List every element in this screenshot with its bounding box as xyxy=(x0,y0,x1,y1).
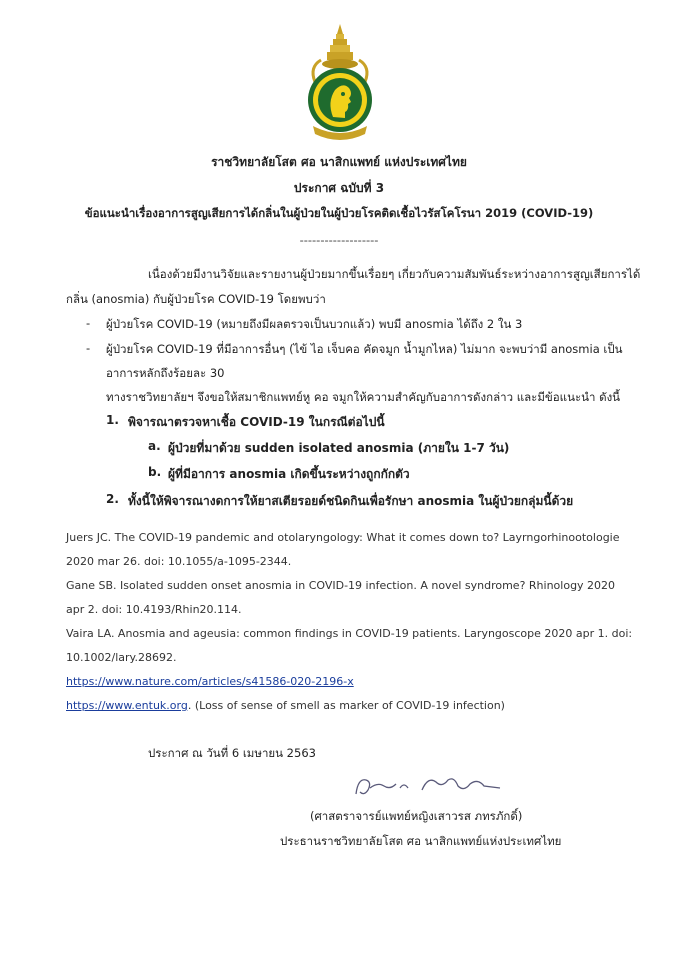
announcement-date: ประกาศ ณ วันที่ 6 เมษายน 2563 xyxy=(148,746,316,760)
entuk-link-note: . (Loss of sense of smell as marker of COVID-19 infection) xyxy=(187,699,505,712)
entuk-link-line xyxy=(66,699,505,712)
subitem-text: ผู้ป่วยที่มาด้วย sudden isolated anosmia (ภายใน 1-7 วัน) xyxy=(168,441,510,455)
recommendation-intro: ทางราชวิทยาลัยฯ จึงขอให้สมาชิกแพทย์หู คอ จมูกให้ความสำคัญกับอาการดังกล่าว และมีข้อแนะนำ ดังนี้ xyxy=(106,390,621,404)
signatory-title: ประธานราชวิทยาลัยโสต ศอ นาสิกแพทย์แห่งประเทศไทย xyxy=(280,834,562,848)
bullet-text: ผู้ป่วยโรค COVID-19 (หมายถึงมีผลตรวจเป็นบวกแล้ว) พบมี anosmia ได้ถึง 2 ใน 3 xyxy=(106,317,523,331)
item-text: ทั้งนี้ให้พิจารณางดการให้ยาสเตียรอยด์ชนิดกินเพื่อรักษา anosmia ในผู้ป่วยกลุ่มนี้ด้วย xyxy=(128,494,574,508)
item-number: 1. xyxy=(106,413,119,427)
item-number: 2. xyxy=(106,492,119,506)
reference-line: 2020 mar 26. doi: 10.1055/a-1095-2344. xyxy=(66,555,292,568)
institution-title: ราชวิทยาลัยโสต ศอ นาสิกแพทย์ แห่งประเทศไทย xyxy=(211,155,467,169)
bullet-marker: - xyxy=(86,341,91,355)
reference-line: 10.1002/lary.28692. xyxy=(66,651,177,664)
signatory-name: (ศาสตราจารย์แพทย์หญิงเสาวรส ภทรภักดิ์) xyxy=(310,809,523,823)
reference-line: Juers JC. The COVID-19 pandemic and otolaryngology: What it comes down to? Layrngorhinootologie xyxy=(66,531,620,544)
intro-line-1: เนื่องด้วยมีงานวิจัยและรายงานผู้ป่วยมากขึ้นเรื่อยๆ เกี่ยวกับความสัมพันธ์ระหว่างอาการสูญเสียการได้ xyxy=(148,267,641,281)
subitem-letter: b. xyxy=(148,465,162,479)
item-text: พิจารณาตรวจหาเชื้อ COVID-19 ในกรณีต่อไปนี้ xyxy=(128,415,385,429)
announcement-number: ประกาศ ฉบับที่ 3 xyxy=(293,181,385,195)
bullet-text: ผู้ป่วยโรค COVID-19 ที่มีอาการอื่นๆ (ไข้ ไอ เจ็บคอ คัดจมูก น้ำมูกไหล) ไม่มาก จะพบว่ามี anosmia เป็น xyxy=(106,342,623,356)
nature-article-link[interactable]: https://www.nature.com/articles/s41586-020-2196-x xyxy=(66,675,354,688)
intro-line-2: กลิ่น (anosmia) กับผู้ป่วยโรค COVID-19 โดยพบว่า xyxy=(66,292,326,306)
reference-line: Gane SB. Isolated sudden onset anosmia in COVID-19 infection. A novel syndrome? Rhinology 2020 xyxy=(66,579,616,592)
bullet-text-continued: อาการหลักถึงร้อยละ 30 xyxy=(106,366,225,380)
nature-link-line xyxy=(66,675,354,688)
college-emblem-icon xyxy=(305,22,375,142)
handwritten-signature xyxy=(350,768,510,802)
bullet-marker: - xyxy=(86,316,91,330)
announcement-subject: ข้อแนะนำเรื่องอาการสูญเสียการได้กลิ่นในผู้ป่วยในผู้ป่วยโรคติดเชื้อไวรัสโคโรนา 2019 (COVID-19) xyxy=(84,206,594,220)
header-divider: ------------------- xyxy=(299,233,379,247)
reference-line: apr 2. doi: 10.4193/Rhin20.114. xyxy=(66,603,242,616)
subitem-letter: a. xyxy=(148,439,161,453)
subitem-text: ผู้ที่มีอาการ anosmia เกิดขึ้นระหว่างถูกกักตัว xyxy=(168,467,410,481)
reference-line: Vaira LA. Anosmia and ageusia: common findings in COVID-19 patients. Laryngoscope 2020 apr 1. doi: xyxy=(66,627,633,640)
entuk-link[interactable]: https://www.entuk.org xyxy=(66,699,188,712)
